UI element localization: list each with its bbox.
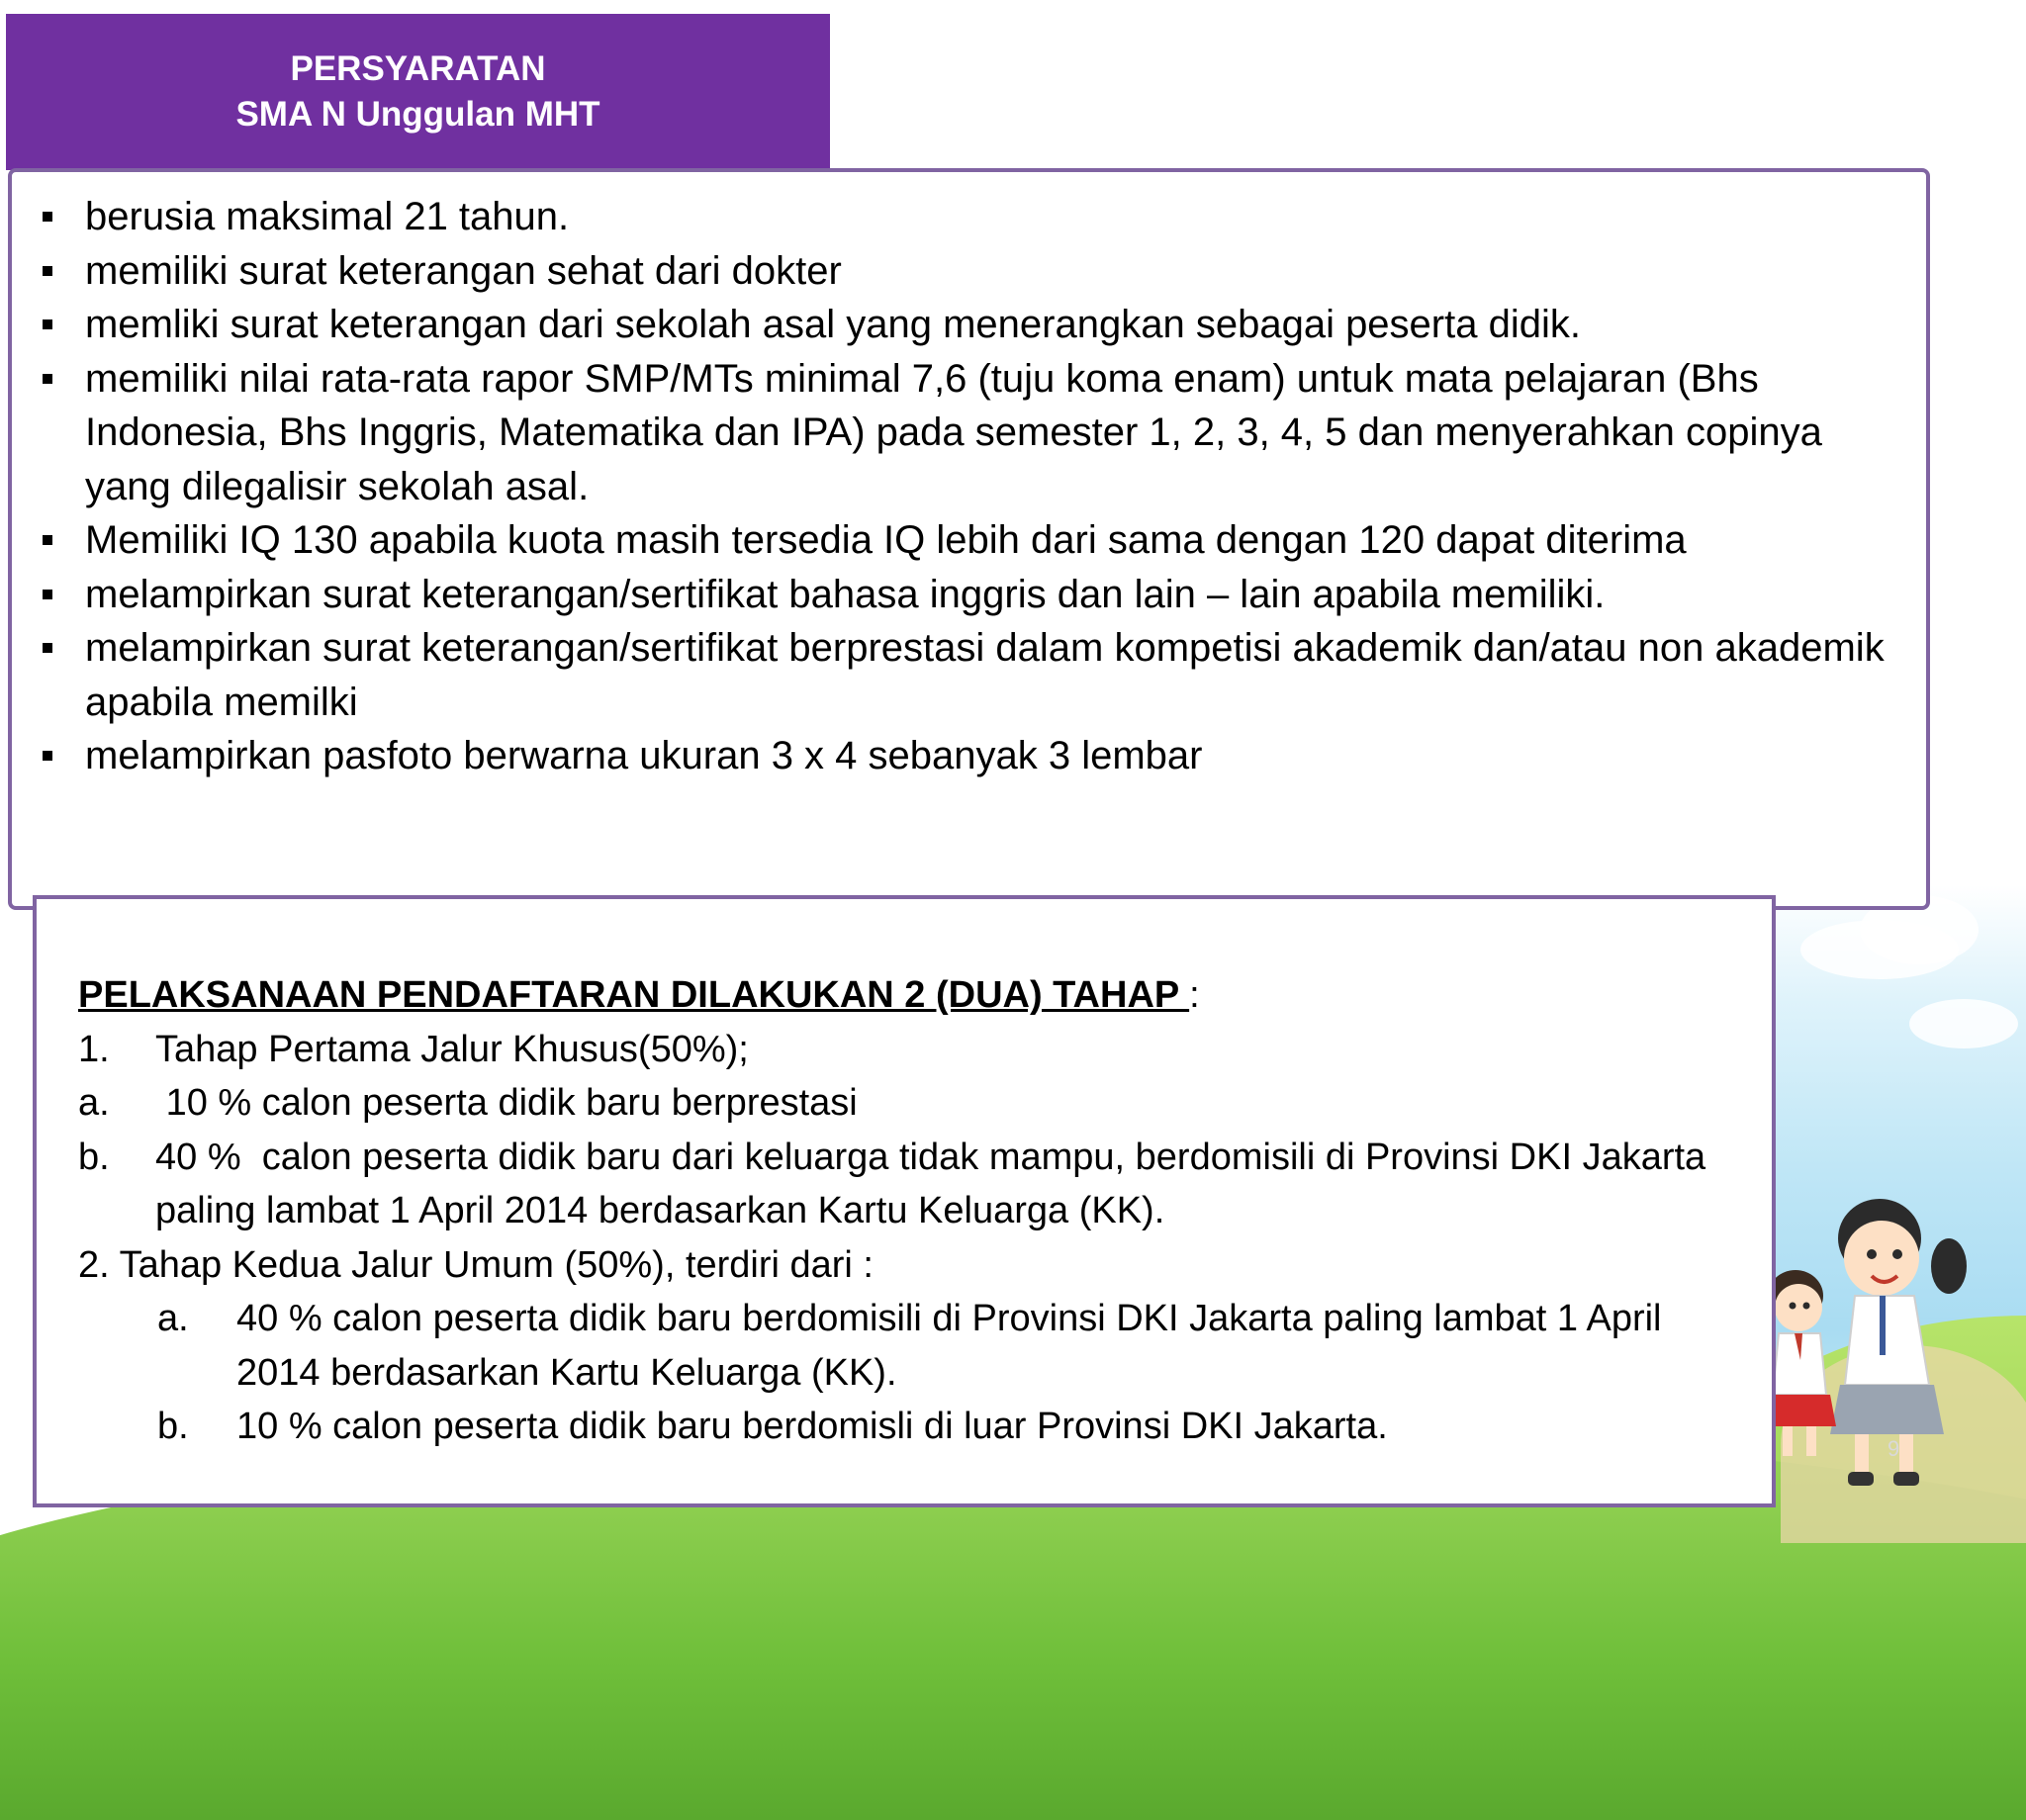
page-number: 9	[1888, 1436, 1900, 1461]
procedure-box	[33, 895, 1776, 1507]
stage-1-number: 1.	[78, 1028, 110, 1070]
item-text: 40 % calon peserta didik baru berdomisili di Provinsi DKI Jakarta paling lambat 1 April 2014 berdasarkan Kartu Keluarga (KK).	[236, 1298, 1673, 1394]
item-marker: b.	[78, 1136, 110, 1178]
requirement-item: melampirkan pasfoto berwarna ukuran 3 x 4 sebanyak 3 lembar	[85, 729, 1887, 783]
stage-1-item	[78, 1131, 1732, 1238]
stage-2-label: 2. Tahap Kedua Jalur Umum (50%), terdiri dari :	[78, 1243, 874, 1286]
item-text: 10 % calon peserta didik baru berdomisli di luar Provinsi DKI Jakarta.	[236, 1406, 1388, 1447]
item-marker: b.	[157, 1406, 189, 1447]
stage-1-label: Tahap Pertama Jalur Khusus(50%);	[155, 1028, 749, 1070]
stage-2-item	[78, 1292, 1732, 1400]
cloud	[1909, 999, 2018, 1048]
procedure-title-colon: :	[1189, 974, 1200, 1016]
requirement-item: Memiliki IQ 130 apabila kuota masih tersedia IQ lebih dari sama dengan 120 dapat diterima	[85, 513, 1887, 568]
requirement-item: berusia maksimal 21 tahun.	[85, 190, 1887, 244]
requirement-item: melampirkan surat keterangan/sertifikat bahasa inggris dan lain – lain apabila memiliki.	[85, 568, 1887, 622]
stage-1	[78, 1023, 1732, 1077]
header-title: PERSYARATAN	[290, 49, 546, 88]
procedure-title: PELAKSANAAN PENDAFTARAN DILAKUKAN 2 (DUA) TAHAP	[78, 974, 1190, 1016]
stage-2-item	[78, 1400, 1732, 1454]
item-text: 40 % calon peserta didik baru dari keluarga tidak mampu, berdomisili di Provinsi DKI Jakarta paling lambat 1 April 2014 berdasarkan Kartu Keluarga (KK).	[155, 1136, 1716, 1231]
requirement-item: melampirkan surat keterangan/sertifikat berprestasi dalam kompetisi akademik dan/atau non akademik apabila memilki	[85, 621, 1887, 729]
requirement-item: memiliki nilai rata-rata rapor SMP/MTs minimal 7,6 (tuju koma enam) untuk mata pelajaran (Bhs Indonesia, Bhs Inggris, Matematika dan IPA) pada semester 1, 2, 3, 4, 5 dan menyerahkan copinya yang dilegalisir sekolah asal.	[85, 352, 1887, 514]
stage-1-item	[78, 1076, 1732, 1131]
header-tab	[6, 14, 830, 170]
item-text: 10 % calon peserta didik baru berprestasi	[155, 1082, 858, 1124]
requirement-item: memliki surat keterangan dari sekolah asal yang menerangkan sebagai peserta didik.	[85, 298, 1887, 352]
header-subtitle: SMA N Unggulan MHT	[235, 95, 600, 134]
procedure-heading	[78, 968, 1732, 1023]
requirements-list	[12, 172, 1926, 783]
requirement-item: memiliki surat keterangan sehat dari dokter	[85, 244, 1887, 299]
item-marker: a.	[157, 1298, 189, 1339]
item-marker: a.	[78, 1082, 110, 1124]
requirements-box	[8, 168, 1930, 910]
